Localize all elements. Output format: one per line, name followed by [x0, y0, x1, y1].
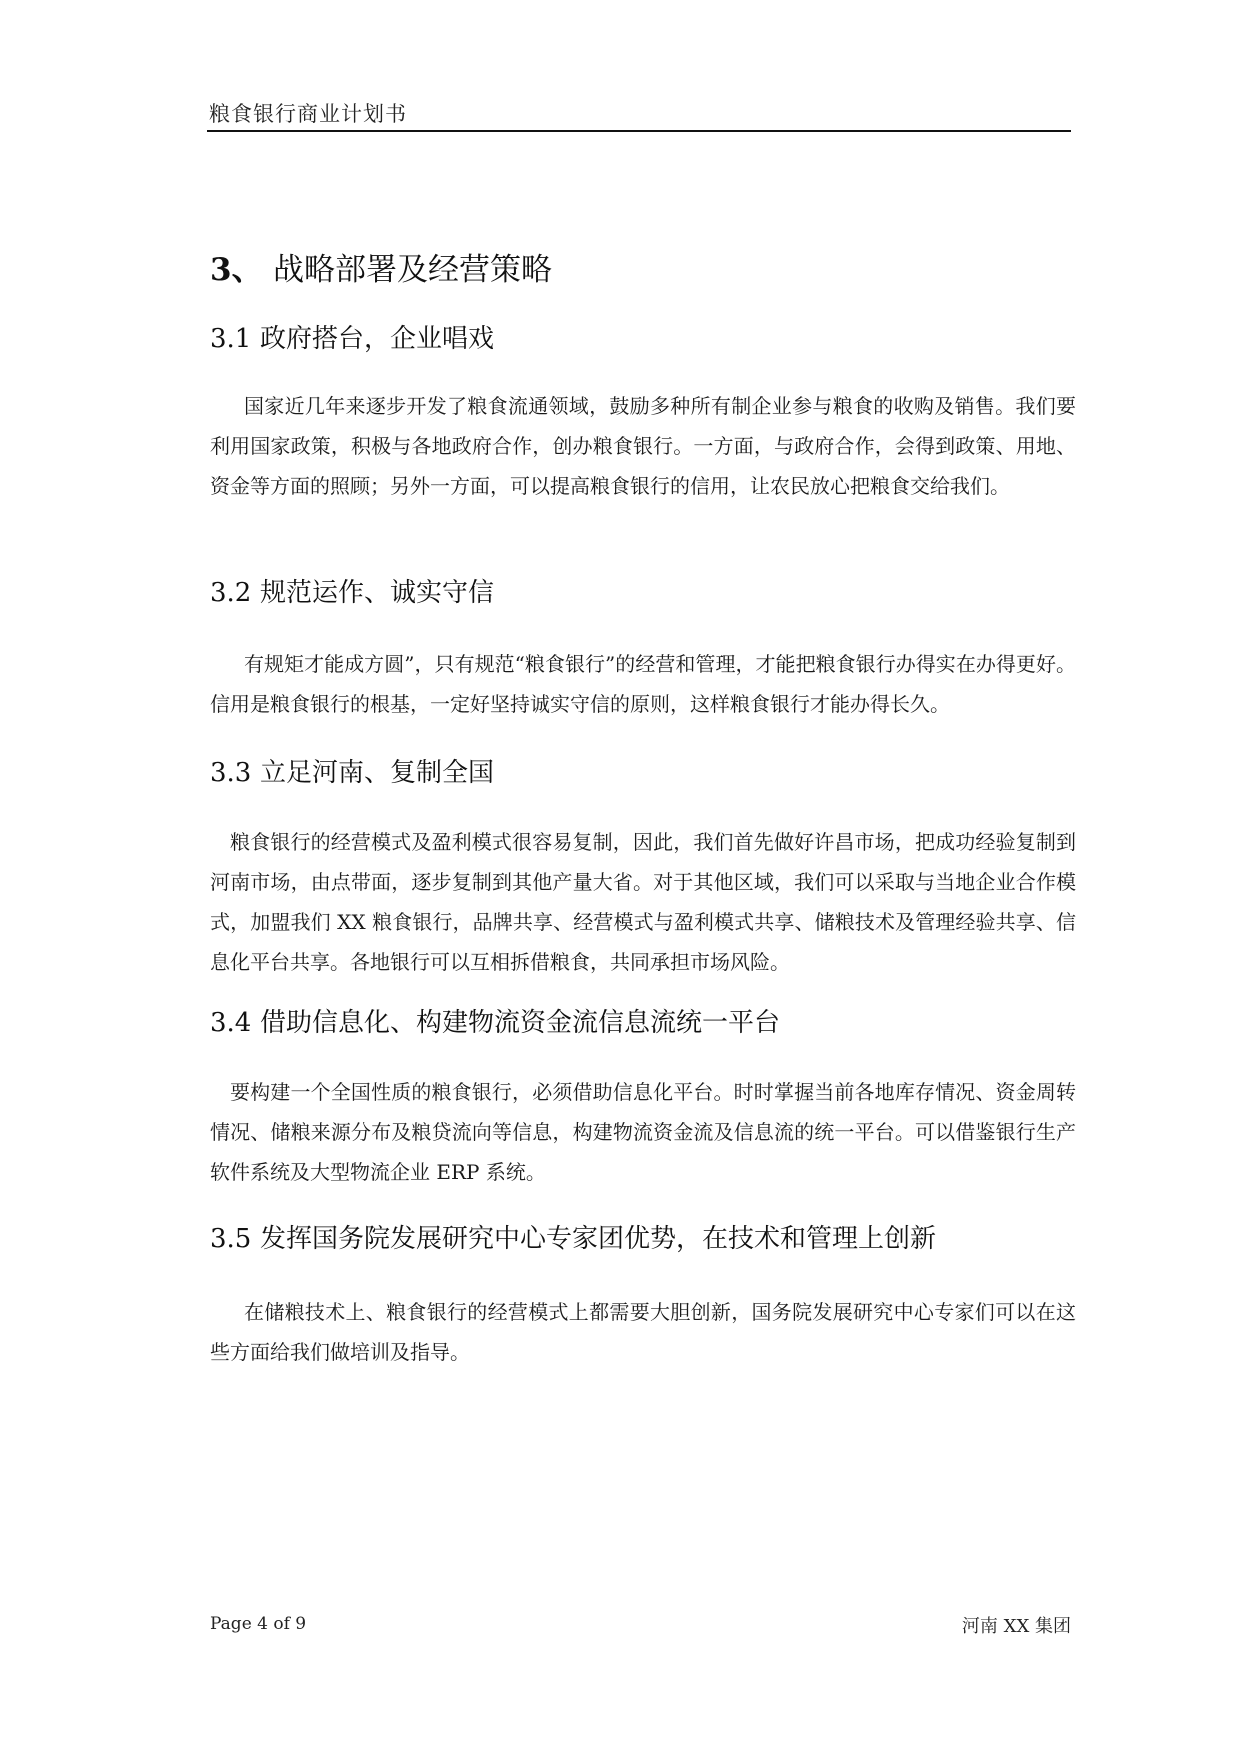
section-title: 规范运作、诚实守信	[260, 578, 495, 608]
section-title: 借助信息化、构建物流资金流信息流统一平台	[260, 1008, 781, 1038]
section-paragraph: 粮食银行的经营模式及盈利模式很容易复制，因此，我们首先做好许昌市场，把成功经验复制到河南市场，由点带面，逐步复制到其他产量大省。对于其他区域，我们可以采取与当地企业合作模式，加盟我们 XX 粮食银行，品牌共享、经营模式与盈利模式共享、储粮技术及管理经验共享、信息化平台共享。各地银行可以互相拆借粮食，共同承担市场风险。	[210, 830, 1076, 974]
page-header	[207, 96, 1071, 132]
section-paragraph: 国家近几年来逐步开发了粮食流通领域，鼓励多种所有制企业参与粮食的收购及销售。我们要利用国家政策，积极与各地政府合作，创办粮食银行。一方面，与政府合作，会得到政策、用地、资金等方面的照顾；另外一方面，可以提高粮食银行的信用，让农民放心把粮食交给我们。	[210, 394, 1076, 498]
section-number: 3.3	[210, 758, 252, 788]
footer-company: 河南 XX 集团	[961, 1616, 1071, 1637]
section-heading	[210, 1218, 936, 1255]
chapter-heading	[210, 244, 552, 289]
section-paragraph: 在储粮技术上、粮食银行的经营模式上都需要大胆创新，国务院发展研究中心专家们可以在这些方面给我们做培训及指导。	[210, 1300, 1076, 1364]
section-number: 3.1	[210, 324, 252, 354]
section-heading	[210, 752, 494, 789]
header-divider	[207, 130, 1071, 132]
section-title: 政府搭台，企业唱戏	[260, 324, 495, 354]
section-heading	[210, 572, 494, 609]
chapter-title: 战略部署及经营策略	[273, 252, 552, 288]
section-number: 3.2	[210, 578, 252, 608]
section-title: 立足河南、复制全国	[260, 758, 495, 788]
chapter-number: 3、	[210, 252, 263, 288]
section-title: 发挥国务院发展研究中心专家团优势，在技术和管理上创新	[260, 1224, 937, 1254]
section-heading	[210, 1002, 780, 1039]
header-title: 粮食银行商业计划书	[209, 102, 407, 126]
page-number: Page 4 of 9	[210, 1614, 307, 1634]
section-paragraph: 有规矩才能成方圆”，只有规范“粮食银行”的经营和管理，才能把粮食银行办得实在办得更好。信用是粮食银行的根基，一定好坚持诚实守信的原则，这样粮食银行才能办得长久。	[210, 652, 1076, 716]
section-number: 3.5	[210, 1224, 252, 1254]
section-number: 3.4	[210, 1008, 252, 1038]
section-heading	[210, 318, 494, 355]
section-paragraph: 要构建一个全国性质的粮食银行，必须借助信息化平台。时时掌握当前各地库存情况、资金周转情况、储粮来源分布及粮贷流向等信息，构建物流资金流及信息流的统一平台。可以借鉴银行生产软件系统及大型物流企业 ERP 系统。	[210, 1080, 1076, 1184]
